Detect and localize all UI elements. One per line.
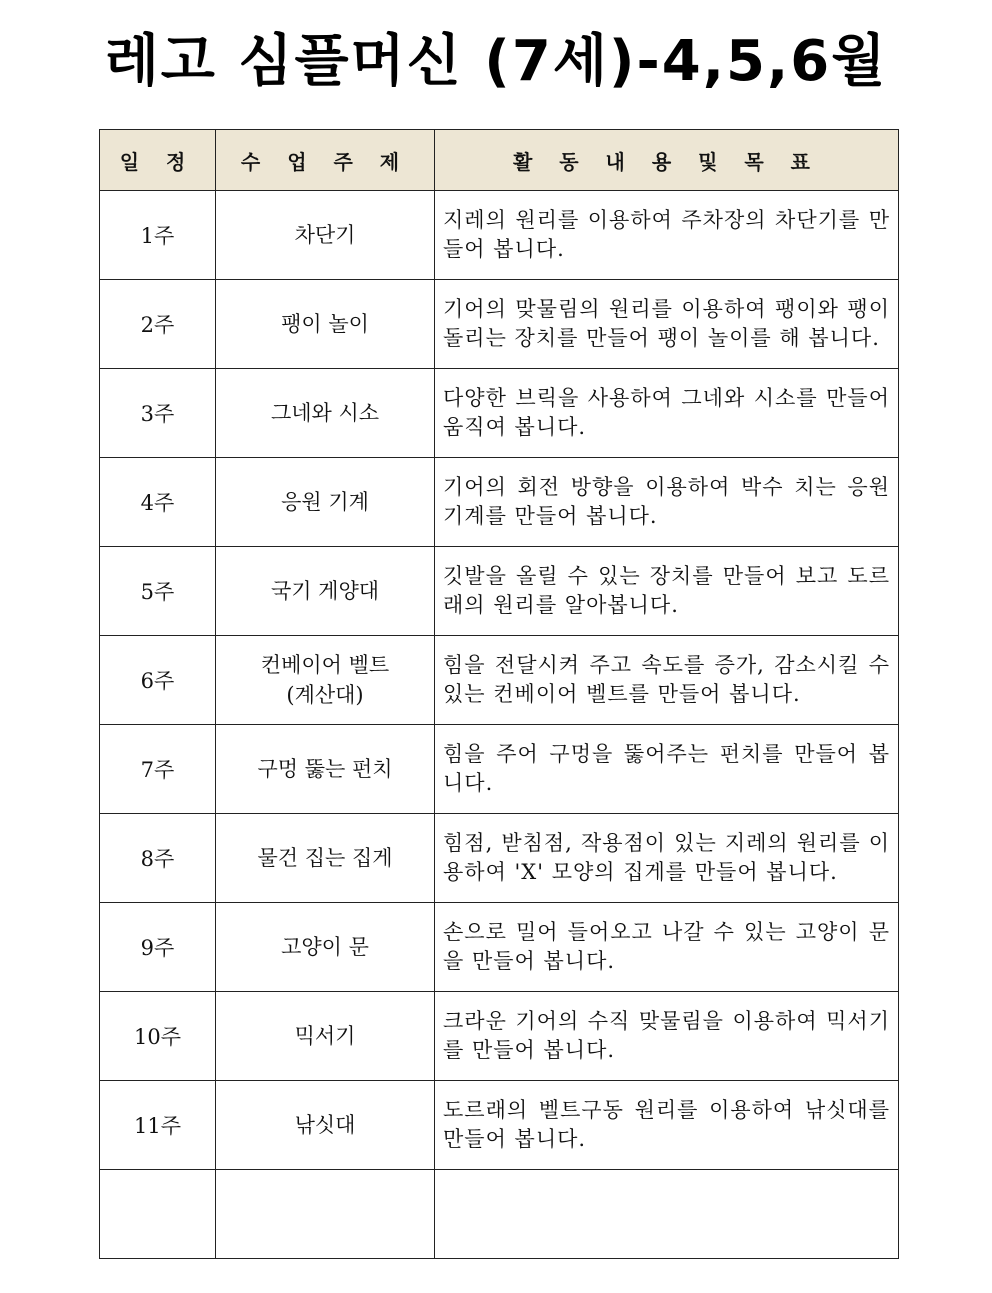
topic-cell: 고양이 문 xyxy=(216,903,435,992)
description-cell: 손으로 밀어 들어오고 나갈 수 있는 고양이 문을 만들어 봅니다. xyxy=(435,903,899,992)
topic-cell: 차단기 xyxy=(216,191,435,280)
topic-cell: 믹서기 xyxy=(216,992,435,1081)
table-row xyxy=(100,280,899,369)
table-row xyxy=(100,547,899,636)
topic-cell: 낚싯대 xyxy=(216,1081,435,1170)
table-row xyxy=(100,903,899,992)
table-row xyxy=(100,992,899,1081)
page-title: 레고 심플머신 (7세)-4,5,6월 xyxy=(104,29,888,94)
week-cell: 10주 xyxy=(100,992,216,1081)
description-cell: 힘점, 받침점, 작용점이 있는 지레의 원리를 이용하여 'X' 모양의 집게를 만들어 봅니다. xyxy=(435,814,899,903)
description-cell: 힘을 전달시켜 주고 속도를 증가, 감소시킬 수 있는 컨베이어 벨트를 만들어 봅니다. xyxy=(435,636,899,725)
description-cell: 기어의 맞물림의 원리를 이용하여 팽이와 팽이 돌리는 장치를 만들어 팽이 놀이를 해 봅니다. xyxy=(435,280,899,369)
week-cell xyxy=(100,1170,216,1259)
table-row xyxy=(100,1081,899,1170)
description-cell xyxy=(435,1170,899,1259)
schedule-table xyxy=(99,129,899,1259)
description-cell: 기어의 회전 방향을 이용하여 박수 치는 응원 기계를 만들어 봅니다. xyxy=(435,458,899,547)
table-header-row xyxy=(100,130,899,191)
header-topic: 수 업 주 제 xyxy=(216,130,435,191)
table-row xyxy=(100,191,899,280)
week-cell: 9주 xyxy=(100,903,216,992)
topic-cell xyxy=(216,1170,435,1259)
description-cell: 지레의 원리를 이용하여 주차장의 차단기를 만들어 봅니다. xyxy=(435,191,899,280)
header-schedule: 일 정 xyxy=(100,130,216,191)
description-cell: 크라운 기어의 수직 맞물림을 이용하여 믹서기를 만들어 봅니다. xyxy=(435,992,899,1081)
topic-cell: 컨베이어 벨트 (계산대) xyxy=(216,636,435,725)
week-cell: 11주 xyxy=(100,1081,216,1170)
description-cell: 힘을 주어 구멍을 뚫어주는 펀치를 만들어 봅니다. xyxy=(435,725,899,814)
topic-cell: 팽이 놀이 xyxy=(216,280,435,369)
week-cell: 1주 xyxy=(100,191,216,280)
topic-cell: 구멍 뚫는 펀치 xyxy=(216,725,435,814)
topic-cell: 그네와 시소 xyxy=(216,369,435,458)
week-cell: 2주 xyxy=(100,280,216,369)
description-cell: 깃발을 올릴 수 있는 장치를 만들어 보고 도르래의 원리를 알아봅니다. xyxy=(435,547,899,636)
topic-cell: 응원 기계 xyxy=(216,458,435,547)
week-cell: 8주 xyxy=(100,814,216,903)
week-cell: 7주 xyxy=(100,725,216,814)
table-row xyxy=(100,369,899,458)
week-cell: 4주 xyxy=(100,458,216,547)
topic-cell: 국기 게양대 xyxy=(216,547,435,636)
table-row xyxy=(100,814,899,903)
week-cell: 5주 xyxy=(100,547,216,636)
week-cell: 6주 xyxy=(100,636,216,725)
table-row xyxy=(100,725,899,814)
week-cell: 3주 xyxy=(100,369,216,458)
description-cell: 도르래의 벨트구동 원리를 이용하여 낚싯대를 만들어 봅니다. xyxy=(435,1081,899,1170)
description-cell: 다양한 브릭을 사용하여 그네와 시소를 만들어 움직여 봅니다. xyxy=(435,369,899,458)
table-row xyxy=(100,1170,899,1259)
table-row xyxy=(100,636,899,725)
topic-cell: 물건 집는 집게 xyxy=(216,814,435,903)
table-row xyxy=(100,458,899,547)
header-activity: 활 동 내 용 및 목 표 xyxy=(435,130,899,191)
